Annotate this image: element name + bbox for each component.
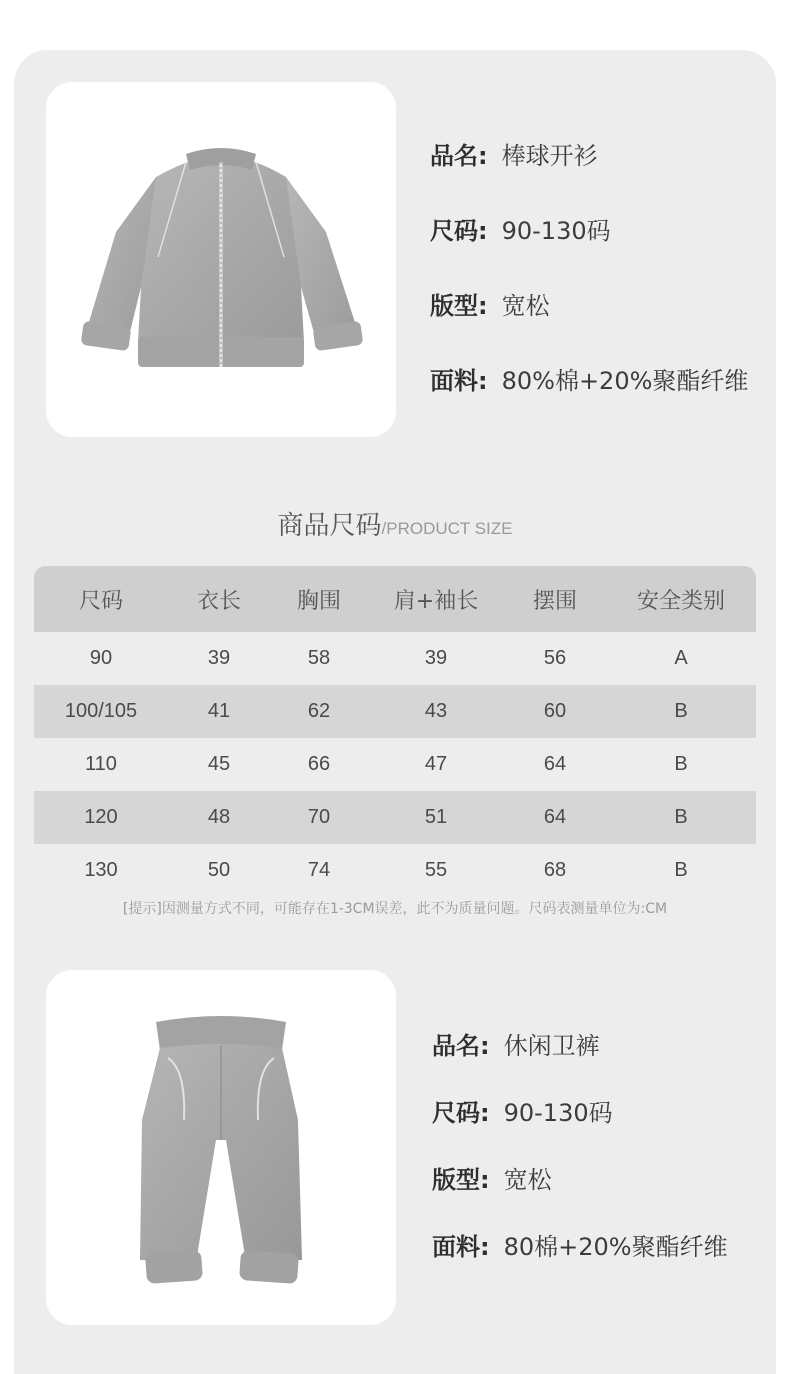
header-length: 衣长 [168,566,270,632]
header-safety-class: 安全类别 [606,566,756,632]
size-table-header [34,566,756,632]
size-table [34,566,756,897]
pants-illustration [46,970,396,1325]
pants-image-card [46,970,396,1325]
jacket-spec-size: 尺码: 90-130码 [430,217,611,245]
measurement-note: [提示]因测量方式不同，可能存在1-3CM误差，此不为质量问题。尺码表测量单位为:CM [122,901,668,917]
jacket-spec-fabric: 面料: 80%棉+20%聚酯纤维 [430,367,749,395]
pants-spec-fit: 版型: 宽松 [432,1166,552,1194]
pants-spec-size: 尺码: 90-130码 [432,1099,613,1127]
jacket-image-card [46,82,396,437]
size-section-title [0,505,790,542]
table-row: 90 39 58 39 56 A [89,647,688,669]
header-chest: 胸围 [270,566,368,632]
header-size: 尺码 [34,566,168,632]
size-title-cn: 商品尺码 [277,511,382,541]
pants-spec-fabric: 面料: 80棉+20%聚酯纤维 [432,1233,728,1261]
table-row: 110 45 66 47 64 B [85,753,688,775]
header-shoulder-sleeve: 肩+袖长 [368,566,504,632]
pants-spec-name: 品名: 休闲卫裤 [432,1032,600,1060]
jacket-spec-fit: 版型: 宽松 [430,292,550,320]
header-hem: 摆围 [504,566,606,632]
jacket-spec-name: 品名: 棒球开衫 [430,142,598,170]
jacket-illustration [46,82,396,437]
table-row: 130 50 74 55 68 B [84,859,688,881]
table-row: 100/105 41 62 43 60 B [34,685,756,738]
table-row: 120 48 70 51 64 B [34,791,756,844]
size-title-en: /PRODUCT SIZE [381,519,513,538]
